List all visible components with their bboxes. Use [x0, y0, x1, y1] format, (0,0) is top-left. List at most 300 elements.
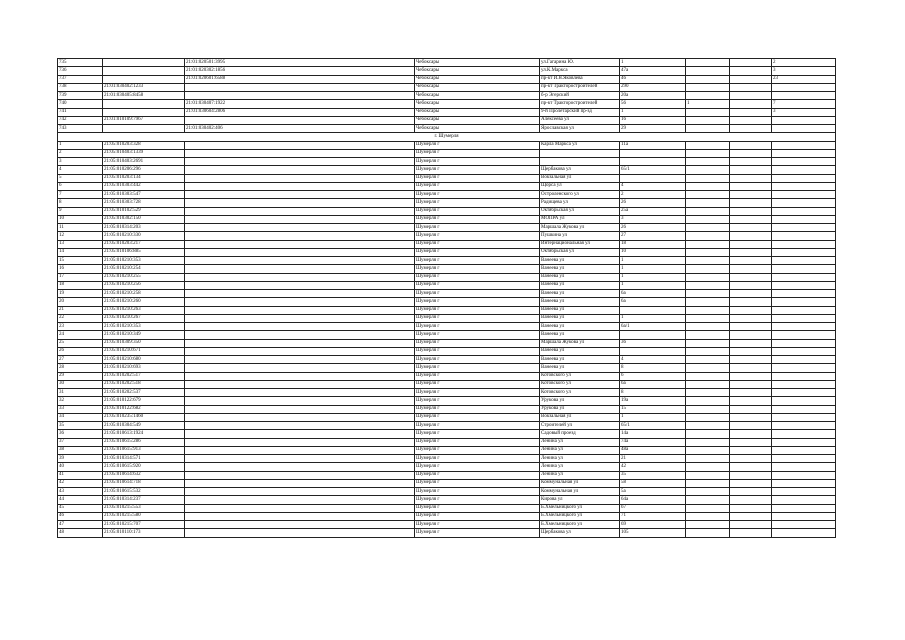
table-row: [58, 240, 836, 248]
row-number-cell: 29: [58, 372, 103, 380]
street-cell: Ванеева ул: [540, 347, 620, 355]
house-number-cell: 6а: [620, 298, 686, 306]
empty-cell: [185, 314, 415, 322]
house-number-cell: 3: [620, 215, 686, 223]
empty-cell: [730, 257, 772, 265]
street-cell: Ленина ул: [540, 463, 620, 471]
empty-cell: [772, 496, 836, 504]
cadastral-number-cell: 21:05:010403:1339: [103, 149, 185, 157]
empty-cell: [730, 207, 772, 215]
table-row: [58, 339, 836, 347]
house-number-cell: 14а: [620, 430, 686, 438]
cadastral-number-cell: 21:05:010206:296: [103, 166, 185, 174]
house-number-cell: 69: [620, 521, 686, 529]
empty-cell: [686, 290, 730, 298]
cadastral-number-cell: 21:05:010210:258: [103, 290, 185, 298]
cadastral-number-cell: [185, 92, 415, 100]
property-register-table: [57, 58, 836, 538]
empty-cell: [730, 397, 772, 405]
document-sheet: [57, 58, 835, 538]
row-number-cell: 742: [58, 116, 103, 124]
row-number-cell: 15: [58, 257, 103, 265]
empty-cell: [730, 199, 772, 207]
empty-cell: [772, 224, 836, 232]
empty-cell: [730, 471, 772, 479]
row-number-cell: 47: [58, 521, 103, 529]
value-cell: 3: [772, 108, 836, 116]
house-number-cell: 46: [620, 75, 686, 83]
row-number-cell: 20: [58, 298, 103, 306]
cadastral-number-cell: [103, 100, 185, 108]
row-number-cell: 17: [58, 273, 103, 281]
empty-cell: [772, 182, 836, 190]
table-row: [58, 182, 836, 190]
street-cell: Маршала Жукова ул: [540, 339, 620, 347]
empty-cell: [686, 413, 730, 421]
street-cell: Маршала Жукова ул: [540, 224, 620, 232]
empty-cell: [730, 422, 772, 430]
cadastral-number-cell: 21:05:010106:885: [103, 248, 185, 256]
empty-cell: [730, 347, 772, 355]
empty-cell: [730, 141, 772, 149]
empty-cell: [686, 240, 730, 248]
table-row: [58, 306, 836, 314]
empty-cell: [185, 174, 415, 182]
empty-cell: [686, 488, 730, 496]
empty-cell: [730, 356, 772, 364]
street-cell: Ванеева ул: [540, 281, 620, 289]
empty-cell: [772, 265, 836, 273]
city-cell: Шумерля г: [415, 166, 540, 174]
empty-cell: [185, 405, 415, 413]
city-cell: Чебоксары: [415, 108, 540, 116]
empty-cell: [185, 158, 415, 166]
cadastral-number-cell: 21:05:010122:682: [103, 405, 185, 413]
empty-cell: [686, 364, 730, 372]
row-number-cell: 37: [58, 438, 103, 446]
city-cell: Шумерля г: [415, 281, 540, 289]
street-cell: Садовый проезд: [540, 430, 620, 438]
row-number-cell: 735: [58, 59, 103, 67]
city-cell: Шумерля г: [415, 215, 540, 223]
empty-cell: [772, 529, 836, 537]
empty-cell: [686, 438, 730, 446]
empty-cell: [686, 356, 730, 364]
table-row: [58, 512, 836, 520]
table-row: [58, 67, 836, 75]
street-cell: [540, 158, 620, 166]
street-cell: Котовского ул: [540, 372, 620, 380]
cadastral-number-cell: [185, 116, 415, 124]
street-cell: пр-кт Тракторостроителей: [540, 83, 620, 91]
house-number-cell: 4: [620, 182, 686, 190]
row-number-cell: 743: [58, 125, 103, 133]
table-row: [58, 413, 836, 421]
cadastral-number-cell: 21:05:010203:134: [103, 174, 185, 182]
city-cell: Шумерля г: [415, 257, 540, 265]
empty-cell: [772, 471, 836, 479]
empty-cell: [185, 471, 415, 479]
empty-cell: [185, 240, 415, 248]
cadastral-number-cell: 21:05:010210:353: [103, 323, 185, 331]
table-row: [58, 158, 836, 166]
table-row: [58, 174, 836, 182]
empty-cell: [730, 265, 772, 273]
cadastral-number-cell: 21:05:010615:286: [103, 438, 185, 446]
city-cell: Шумерля г: [415, 372, 540, 380]
table-row: [58, 207, 836, 215]
table-row: [58, 92, 836, 100]
cadastral-number-cell: 21:01:030604:2806: [185, 108, 415, 116]
house-number-cell: [620, 174, 686, 182]
empty-cell: [185, 529, 415, 537]
empty-cell: [730, 479, 772, 487]
city-cell: Шумерля г: [415, 463, 540, 471]
empty-cell: [185, 430, 415, 438]
city-cell: Шумерля г: [415, 405, 540, 413]
empty-cell: [772, 512, 836, 520]
street-cell: Ленина ул: [540, 438, 620, 446]
cadastral-number-cell: 21:05:010203:328: [103, 141, 185, 149]
row-number-cell: 44: [58, 496, 103, 504]
row-number-cell: 11: [58, 224, 103, 232]
city-cell: Шумерля г: [415, 430, 540, 438]
cadastral-number-cell: 21:05:010614:632: [103, 471, 185, 479]
cadastral-number-cell: 21:05:010403:2691: [103, 158, 185, 166]
street-cell: Пушкина ул: [540, 232, 620, 240]
table-row: [58, 504, 836, 512]
empty-cell: [686, 306, 730, 314]
empty-cell: [730, 331, 772, 339]
empty-cell: [730, 248, 772, 256]
table-row: [58, 380, 836, 388]
city-cell: Шумерля г: [415, 224, 540, 232]
cadastral-number-cell: 21:05:010615:913: [103, 446, 185, 454]
city-cell: Шумерля г: [415, 504, 540, 512]
empty-cell: [772, 158, 836, 166]
street-cell: Карла Маркса ул: [540, 141, 620, 149]
cadastral-number-cell: 21:01:020501:3995: [185, 59, 415, 67]
cadastral-number-cell: 21:05:010615:920: [103, 463, 185, 471]
table-row: [58, 496, 836, 504]
empty-cell: [185, 298, 415, 306]
empty-cell: [772, 290, 836, 298]
city-cell: Шумерля г: [415, 174, 540, 182]
house-number-cell: 105: [620, 529, 686, 537]
city-cell: Шумерля г: [415, 380, 540, 388]
empty-cell: [185, 364, 415, 372]
empty-cell: [185, 496, 415, 504]
street-cell: Ванеева ул: [540, 314, 620, 322]
table-row: [58, 149, 836, 157]
cadastral-number-cell: [103, 67, 185, 75]
house-number-cell: 48а: [620, 446, 686, 454]
row-number-cell: 7: [58, 191, 103, 199]
house-number-cell: 11а: [620, 141, 686, 149]
table-row: [58, 116, 836, 124]
empty-cell: [185, 397, 415, 405]
empty-cell: [185, 347, 415, 355]
house-number-cell: 6а/1: [620, 323, 686, 331]
row-number-cell: 46: [58, 512, 103, 520]
city-cell: Шумерля г: [415, 265, 540, 273]
empty-cell: [185, 380, 415, 388]
street-cell: Коммунальная ул: [540, 488, 620, 496]
empty-cell: [730, 314, 772, 322]
cadastral-number-cell: [103, 125, 185, 133]
cadastral-number-cell: 21:05:010202:517: [103, 372, 185, 380]
empty-cell: [730, 323, 772, 331]
empty-cell: [686, 389, 730, 397]
city-cell: Шумерля г: [415, 512, 540, 520]
street-cell: Щербакова ул: [540, 529, 620, 537]
cadastral-number-cell: 21:05:010303:442: [103, 182, 185, 190]
empty-cell: [185, 306, 415, 314]
table-row: [58, 430, 836, 438]
street-cell: Ванеева ул: [540, 265, 620, 273]
value-cell: [730, 59, 772, 67]
value-cell: [730, 108, 772, 116]
street-cell: Б.Хмельницкого ул: [540, 504, 620, 512]
row-number-cell: 1: [58, 141, 103, 149]
row-number-cell: 32: [58, 397, 103, 405]
city-cell: Шумерля г: [415, 314, 540, 322]
empty-cell: [185, 413, 415, 421]
table-body: [58, 59, 836, 538]
empty-cell: [185, 166, 415, 174]
street-cell: Котовского ул: [540, 380, 620, 388]
street-cell: Вокзальная ул: [540, 174, 620, 182]
empty-cell: [185, 488, 415, 496]
city-cell: Шумерля г: [415, 273, 540, 281]
street-cell: Радищева ул: [540, 199, 620, 207]
house-number-cell: [620, 331, 686, 339]
cadastral-number-cell: 21:05:010210:254: [103, 265, 185, 273]
house-number-cell: 290: [620, 83, 686, 91]
empty-cell: [686, 257, 730, 265]
value-cell: [686, 92, 730, 100]
row-number-cell: 34: [58, 413, 103, 421]
empty-cell: [185, 521, 415, 529]
empty-cell: [772, 389, 836, 397]
house-number-cell: 16: [620, 116, 686, 124]
house-number-cell: 1: [620, 281, 686, 289]
house-number-cell: 71: [620, 512, 686, 520]
empty-cell: [686, 504, 730, 512]
empty-cell: [686, 182, 730, 190]
empty-cell: [686, 422, 730, 430]
street-cell: Ванеева ул: [540, 323, 620, 331]
empty-cell: [730, 446, 772, 454]
street-cell: Урукова ул: [540, 405, 620, 413]
table-row: [58, 75, 836, 83]
empty-cell: [185, 463, 415, 471]
empty-cell: [686, 273, 730, 281]
city-cell: Шумерля г: [415, 158, 540, 166]
street-cell: МОПРА ул: [540, 215, 620, 223]
row-number-cell: 24: [58, 331, 103, 339]
table-row: [58, 141, 836, 149]
street-cell: Остроленского ул: [540, 191, 620, 199]
empty-cell: [772, 323, 836, 331]
empty-cell: [772, 149, 836, 157]
street-cell: ул.К.Маркса: [540, 67, 620, 75]
row-number-cell: 42: [58, 479, 103, 487]
empty-cell: [686, 339, 730, 347]
empty-cell: [772, 372, 836, 380]
city-cell: Шумерля г: [415, 488, 540, 496]
cadastral-number-cell: 21:05:010314:237: [103, 496, 185, 504]
house-number-cell: 6а: [620, 380, 686, 388]
empty-cell: [686, 372, 730, 380]
row-number-cell: 6: [58, 182, 103, 190]
table-row: [58, 438, 836, 446]
street-cell: Щорса ул: [540, 182, 620, 190]
value-cell: [686, 116, 730, 124]
city-cell: Шумерля г: [415, 347, 540, 355]
value-cell: [772, 92, 836, 100]
row-number-cell: 8: [58, 199, 103, 207]
value-cell: [772, 83, 836, 91]
empty-cell: [730, 521, 772, 529]
house-number-cell: 74а: [620, 438, 686, 446]
value-cell: [686, 108, 730, 116]
empty-cell: [185, 331, 415, 339]
house-number-cell: 26: [620, 224, 686, 232]
value-cell: [730, 92, 772, 100]
empty-cell: [686, 314, 730, 322]
empty-cell: [772, 207, 836, 215]
table-row: [58, 199, 836, 207]
row-number-cell: 2: [58, 149, 103, 157]
table-row: [58, 471, 836, 479]
value-cell: [686, 59, 730, 67]
value-cell: [686, 75, 730, 83]
city-cell: Шумерля г: [415, 389, 540, 397]
empty-cell: [730, 174, 772, 182]
empty-cell: [686, 430, 730, 438]
empty-cell: [185, 479, 415, 487]
row-number-cell: 26: [58, 347, 103, 355]
empty-cell: [730, 504, 772, 512]
house-number-cell: [620, 306, 686, 314]
street-cell: Интернациональная ул: [540, 240, 620, 248]
cadastral-number-cell: 21:05:010302:150: [103, 215, 185, 223]
city-cell: Шумерля г: [415, 182, 540, 190]
empty-cell: [730, 512, 772, 520]
city-cell: Шумерля г: [415, 207, 540, 215]
row-number-cell: 13: [58, 240, 103, 248]
row-number-cell: 739: [58, 92, 103, 100]
empty-cell: [772, 314, 836, 322]
street-cell: Коммунальная ул: [540, 479, 620, 487]
empty-cell: [185, 199, 415, 207]
value-cell: [686, 125, 730, 133]
table-row: [58, 125, 836, 133]
cadastral-number-cell: 21:05:010210:263: [103, 306, 185, 314]
house-number-cell: 29: [620, 125, 686, 133]
city-cell: Шумерля г: [415, 446, 540, 454]
house-number-cell: 47а: [620, 67, 686, 75]
table-row: [58, 356, 836, 364]
empty-cell: [772, 521, 836, 529]
cadastral-number-cell: 21:05:010210:255: [103, 273, 185, 281]
city-cell: Чебоксары: [415, 92, 540, 100]
street-cell: Ванеева ул: [540, 257, 620, 265]
value-cell: 23: [772, 75, 836, 83]
city-cell: Шумерля г: [415, 191, 540, 199]
house-number-cell: [620, 347, 686, 355]
empty-cell: [730, 191, 772, 199]
table-row: [58, 347, 836, 355]
empty-cell: [772, 405, 836, 413]
row-number-cell: 9: [58, 207, 103, 215]
table-row: [58, 488, 836, 496]
empty-cell: [772, 199, 836, 207]
empty-cell: [772, 364, 836, 372]
city-cell: Шумерля г: [415, 149, 540, 157]
empty-cell: [185, 224, 415, 232]
cadastral-number-cell: 21:05:010210:260: [103, 298, 185, 306]
street-cell: Котовского ул: [540, 389, 620, 397]
empty-cell: [185, 446, 415, 454]
empty-cell: [686, 521, 730, 529]
empty-cell: [730, 496, 772, 504]
house-number-cell: 1: [620, 314, 686, 322]
city-cell: Шумерля г: [415, 199, 540, 207]
row-number-cell: 43: [58, 488, 103, 496]
empty-cell: [772, 339, 836, 347]
empty-cell: [730, 224, 772, 232]
street-cell: Б.Хмельницкого ул: [540, 512, 620, 520]
empty-cell: [730, 455, 772, 463]
city-cell: Шумерля г: [415, 232, 540, 240]
empty-cell: [772, 347, 836, 355]
city-cell: Шумерля г: [415, 306, 540, 314]
empty-cell: [772, 281, 836, 289]
city-cell: Шумерля г: [415, 248, 540, 256]
empty-cell: [772, 356, 836, 364]
table-row: [58, 479, 836, 487]
street-cell: Кирова ул: [540, 496, 620, 504]
row-number-cell: 736: [58, 67, 103, 75]
empty-cell: [730, 430, 772, 438]
empty-cell: [686, 281, 730, 289]
house-number-cell: 1: [620, 257, 686, 265]
empty-cell: [772, 455, 836, 463]
cadastral-number-cell: 21:05:010309:350: [103, 339, 185, 347]
house-number-cell: 58: [620, 479, 686, 487]
table-row: [58, 108, 836, 116]
empty-cell: [772, 306, 836, 314]
empty-cell: [185, 149, 415, 157]
empty-cell: [730, 488, 772, 496]
empty-cell: [185, 339, 415, 347]
house-number-cell: 2: [620, 191, 686, 199]
city-cell: Шумерля г: [415, 455, 540, 463]
empty-cell: [730, 529, 772, 537]
empty-cell: [730, 298, 772, 306]
empty-cell: [686, 479, 730, 487]
house-number-cell: 65/1: [620, 166, 686, 174]
empty-cell: [772, 331, 836, 339]
cadastral-number-cell: 21:05:010122:679: [103, 397, 185, 405]
table-row: [58, 166, 836, 174]
table-row: [58, 422, 836, 430]
table-row: [58, 59, 836, 67]
row-number-cell: 737: [58, 75, 103, 83]
cadastral-number-cell: 21:05:010210:353: [103, 257, 185, 265]
